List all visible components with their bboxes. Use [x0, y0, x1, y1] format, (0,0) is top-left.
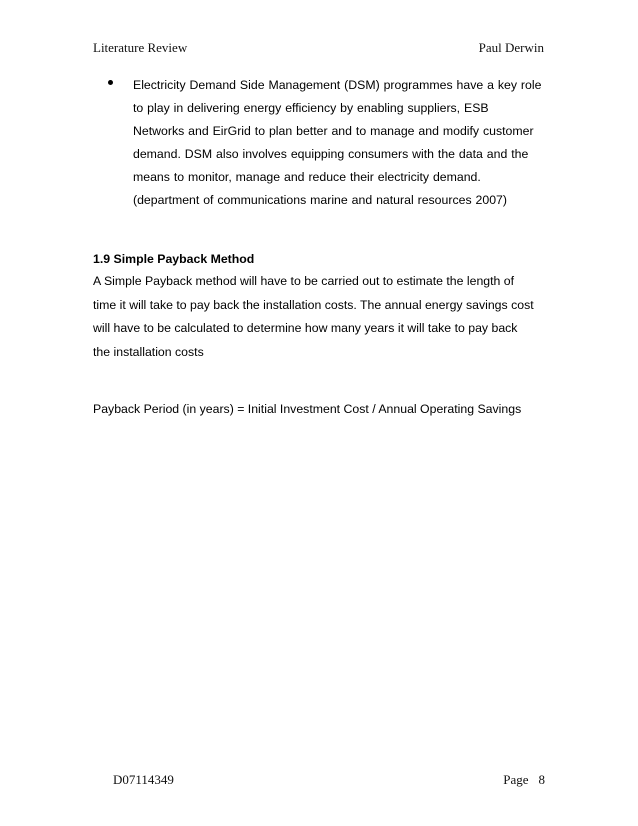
bullet-line: (department of communications marine and natural resources 2007): [133, 193, 507, 207]
section-heading: 1.9 Simple Payback Method: [93, 252, 255, 266]
page-label: Page: [503, 772, 529, 787]
section-paragraph: [93, 270, 553, 364]
bullet-dot-icon: [108, 80, 113, 85]
page-number: 8: [538, 772, 545, 787]
paragraph-line: the installation costs: [93, 344, 204, 359]
header-title: Literature Review: [93, 40, 188, 55]
paragraph-line: will have to be calculated to determine how many years it will take to pay back: [93, 321, 518, 335]
paragraph-line: A Simple Payback method will have to be carried out to estimate the length of: [93, 274, 515, 288]
paragraph-line: time it will take to pay back the installation costs. The annual energy savings cost: [93, 297, 534, 312]
footer-student-id: D07114349: [113, 772, 174, 787]
footer-page: [503, 772, 545, 788]
bullet-line: Networks and EirGrid to plan better and to manage and modify customer: [133, 124, 534, 138]
bullet-text: [133, 74, 553, 212]
bullet-line: to play in delivering energy efficiency by enabling suppliers, ESB: [133, 101, 489, 115]
bullet-line: means to monitor, manage and reduce their electricity demand.: [133, 170, 481, 184]
bullet-line: Electricity Demand Side Management (DSM) programmes have a key role: [133, 78, 542, 92]
payback-formula: Payback Period (in years) = Initial Investment Cost / Annual Operating Savings: [93, 402, 522, 416]
bullet-line: demand. DSM also involves equipping consumers with the data and the: [133, 147, 529, 161]
header-author: Paul Derwin: [478, 40, 544, 55]
